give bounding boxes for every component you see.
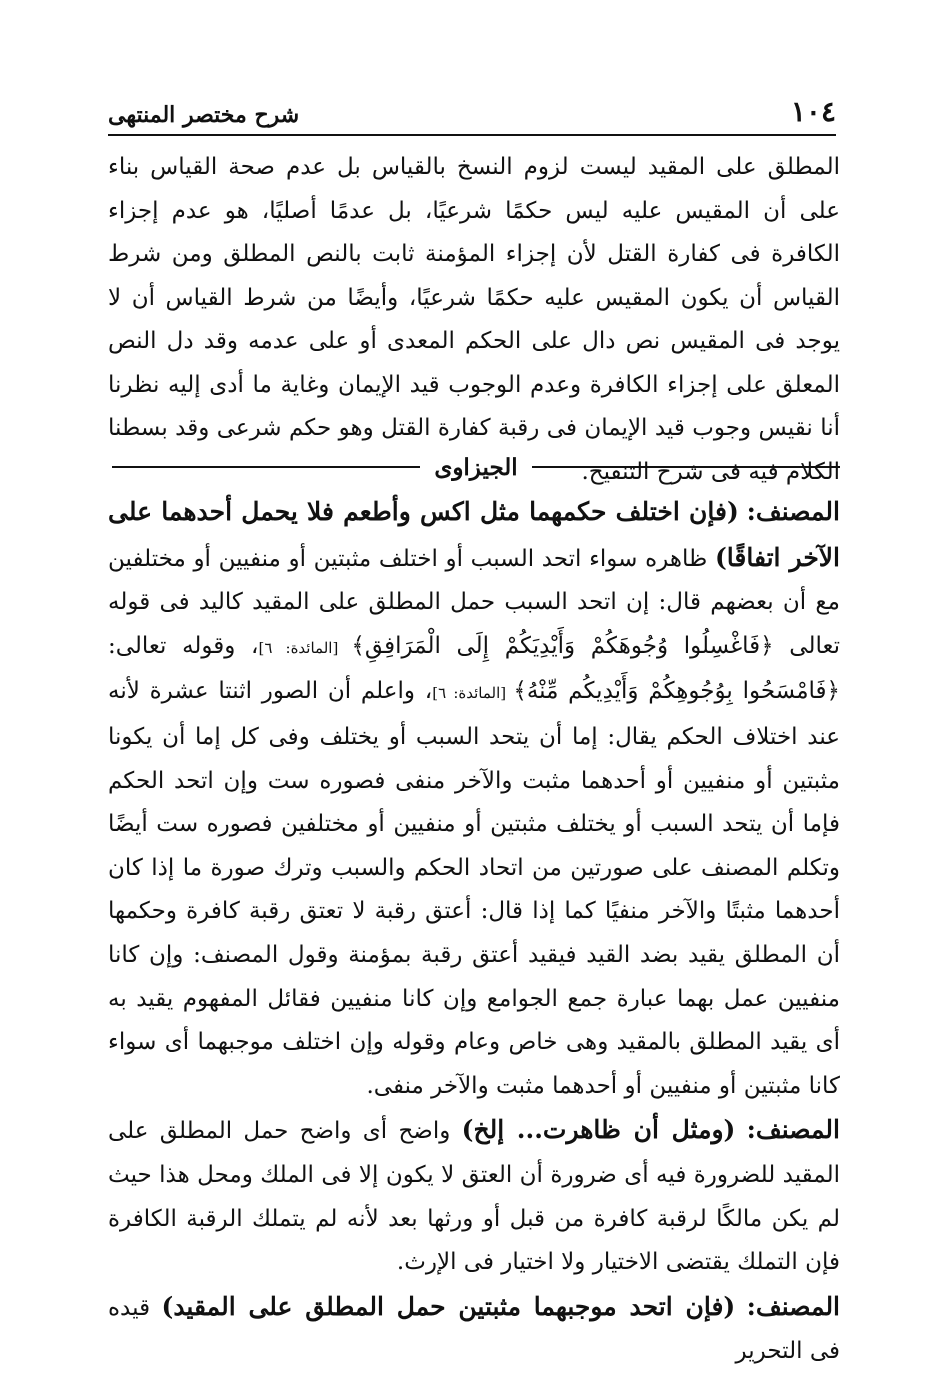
commentary-text: ، وقوله تعالى: xyxy=(108,632,259,659)
commentary-text: ظاهره سواء اتحد السبب أو اختلف مثبتين أو منفيين أو مختلفين مع أن بعضهم قال: إن اتحد السبب حمل المطلق على المقيد كاليد فى قوله تعالى xyxy=(108,545,840,659)
speaker-label: المصنف: xyxy=(746,1115,840,1145)
quran-verse: ﴿فَامْسَحُوا بِوُجُوهِكُمْ وَأَيْدِيكُم مِّنْهُ﴾ xyxy=(513,678,840,705)
running-title: شرح مختصر المنتهى xyxy=(108,102,300,128)
quran-verse: ﴿فَاغْسِلُوا وُجُوهَكُمْ وَأَيْدِيَكُمْ إِلَى الْمَرَافِقِ﴾ xyxy=(351,632,774,659)
divider-line-left xyxy=(112,466,420,468)
divider-label: الجيزاوى xyxy=(434,453,518,481)
verse-citation: [المائدة: ٦] xyxy=(432,684,514,703)
commentary-text: واضح أى واضح حمل المطلق على المقيد للضرورة فيه أى ضرورة أن العتق لا يكون إلا فى الملك ومحل هذا حيث لم يكن مالكًا لرقبة كافرة من قبل أو ورثها بعد لأنه لم يتملك الرقبة الكافرة فإن التملك يقتضى الاختيار ولا اختيار فى الإرث. xyxy=(108,1118,840,1276)
paragraph-3 xyxy=(108,1285,840,1374)
paragraph-1 xyxy=(108,490,840,1108)
commentary-section-2 xyxy=(108,490,840,1374)
speaker-label: المصنف: xyxy=(746,1291,841,1321)
commentary-text: قيده فى التحرير xyxy=(108,1294,840,1365)
quoted-text: (ومثل أن ظاهرت... إلخ) xyxy=(461,1115,736,1145)
divider-line-right xyxy=(532,466,840,468)
page-number: ١٠٤ xyxy=(790,95,836,128)
quoted-text: (فإن اختلف حكمهما مثل اكس وأطعم فلا يحمل أحدهما على الآخر اتفاقًا) xyxy=(108,497,840,572)
commentary-text: ، واعلم أن الصور اثنتا عشرة لأنه عند اختلاف الحكم يقال: إما أن يتحد السبب أو يختلف وفى كل إما أن يكونا مثبتين أو منفيين أو أحدهما مثبت والآخر منفى فصوره ست وإن اتحد الحكم فإما أن يتحد السبب أو يختلف مثبتين أو منفيين أو مختلفين فصوره ست أيضًا وتكلم المصنف على صورتين من اتحاد الحكم والسبب وترك صورة ما إذا كان أحدهما مثبتًا والآخر منفيًا كما إذا قال: أعتق رقبة لا تعتق رقبة كافرة وحكمها أن المطلق يقيد بضد القيد فيقيد أعتق رقبة بمؤمنة وقول المصنف: وإن كانا منفيين عمل بهما عبارة جمع الجوامع وإن كانا منفيين فقائل المفهوم يقيد به أى يقيد المطلق بالمقيد وهى خاص وعام وقوله وإن اختلف موجبهما أى سواء كانا مثبتين أو منفيين أو أحدهما مثبت والآخر منفى. xyxy=(108,678,840,1099)
speaker-label: المصنف: xyxy=(746,497,840,526)
commentary-paragraph: المطلق على المقيد ليست لزوم النسخ بالقياس بل عدم صحة القياس بناء على أن المقيس عليه ليس حكمًا شرعيًا، بل عدمًا أصليًا، هو عدم إجزاء الكافرة فى كفارة القتل لأن إجزاء المؤمنة ثابت بالنص المطلق ومن شرط القياس أن يكون المقيس عليه حكمًا شرعيًا، وأيضًا من شرط القياس أن لا يوجد فى المقيس نص دال على الحكم المعدى أو على عدمه وقد دل النص المعلق على إجزاء الكافرة وعدم الوجوب قيد الإيمان وغاية ما أدى إليه نظرنا أنا نقيس وجوب قيد الإيمان فى رقبة كفارة القتل وهو حكم شرعى وقد بسطنا الكلام فيه فى شرح التنقيح. xyxy=(108,154,840,485)
verse-citation: [المائدة: ٦] xyxy=(258,638,352,657)
paragraph-2 xyxy=(108,1108,840,1284)
section-divider xyxy=(112,452,840,482)
quoted-text: (فإن اتحد موجبهما مثبتين حمل المطلق على المقيد) xyxy=(161,1291,736,1321)
header-rule xyxy=(108,134,836,136)
page-header xyxy=(108,88,836,128)
commentary-section-1 xyxy=(108,146,840,494)
